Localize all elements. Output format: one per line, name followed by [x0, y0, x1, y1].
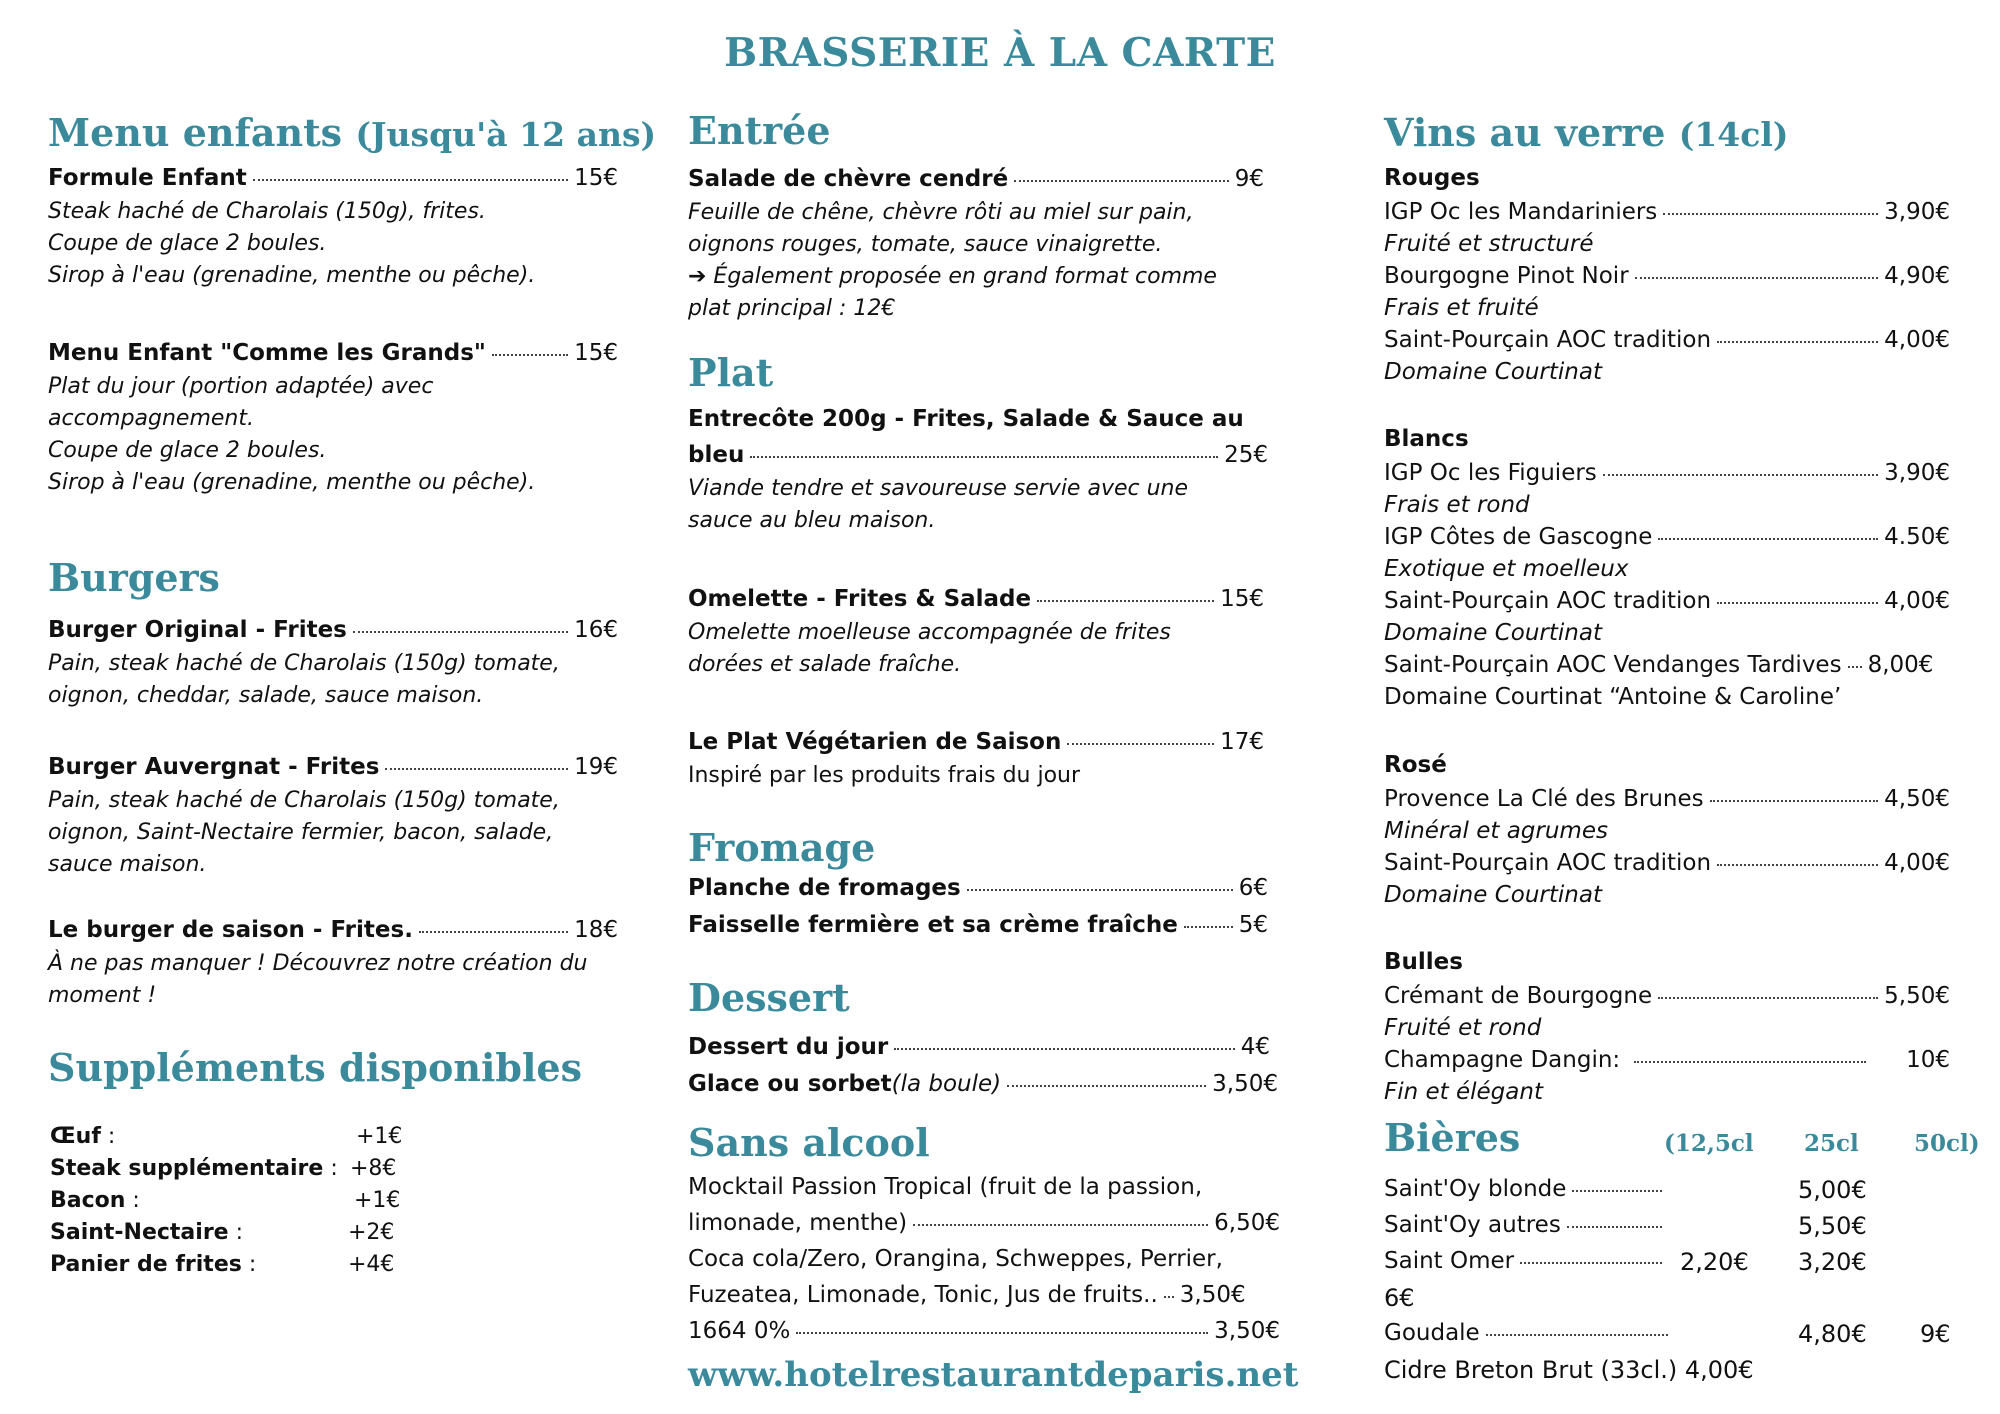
- bieres-heading: Bières: [1384, 1115, 1521, 1160]
- beer-item: Goudale: [1384, 1320, 1674, 1346]
- beer-price: 5,50€: [1798, 1212, 1867, 1240]
- supplements-heading: Suppléments disponibles: [48, 1045, 582, 1090]
- item-description: Pain, steak haché de Charolais (150g) tomate, oignon, Saint-Nectaire fermier, bacon, salade, sauce maison.: [48, 788, 560, 877]
- entree-heading: Entrée: [688, 108, 831, 153]
- item-description: Viande tendre et savoureuse servie avec une sauce au bleu maison.: [688, 476, 1189, 533]
- beer-price: 9€: [1920, 1320, 1951, 1348]
- wine-item: IGP Oc les Figuiers 3,90€: [1384, 460, 1950, 486]
- supplement-item: Panier de frites :: [50, 1252, 257, 1277]
- wine-note: Frais et fruité: [1384, 295, 1539, 321]
- beer-item: Saint Omer: [1384, 1248, 1668, 1274]
- wine-note: Domaine Courtinat: [1384, 620, 1602, 646]
- drink-line: Mocktail Passion Tropical (fruit de la passion,: [688, 1174, 1203, 1200]
- wine-note: Domaine Courtinat: [1384, 882, 1602, 908]
- menu-item: 1664 0% 3,50€: [688, 1318, 1280, 1344]
- item-description: À ne pas manquer ! Découvrez notre création du moment !: [48, 951, 588, 1008]
- wine-note: Fruité et structuré: [1384, 231, 1594, 257]
- beer-item: Cidre Breton Brut (33cl.) 4,00€: [1384, 1356, 1754, 1384]
- menu-item: Omelette - Frites & Salade 15€: [688, 586, 1264, 612]
- menu-item: Le Plat Végétarien de Saison 17€: [688, 729, 1264, 755]
- menu-item: bleu 25€: [688, 442, 1268, 468]
- beer-price: 3,20€: [1798, 1248, 1867, 1276]
- menu-item: Burger Original - Frites 16€: [48, 617, 618, 643]
- menu-item: Dessert du jour 4€: [688, 1034, 1270, 1060]
- menu-item: Faisselle fermière et sa crème fraîche 5€: [688, 912, 1268, 938]
- wine-item: Bourgogne Pinot Noir 4,90€: [1384, 263, 1950, 289]
- menu-item-name: Entrecôte 200g - Frites, Salade & Sauce au: [688, 406, 1244, 432]
- menu-item: Burger Auvergnat - Frites 19€: [48, 754, 618, 780]
- plat-heading: Plat: [688, 350, 774, 395]
- wine-item: Saint-Pourçain AOC tradition 4,00€: [1384, 327, 1950, 353]
- beer-size-header: 50cl): [1914, 1130, 1980, 1157]
- website-link[interactable]: www.hotelrestaurantdeparis.net: [688, 1355, 1299, 1395]
- wine-item: IGP Côtes de Gascogne 4.50€: [1384, 524, 1950, 550]
- menu-item: Le burger de saison - Frites. 18€: [48, 917, 618, 943]
- wine-category-rouges: Rouges: [1384, 165, 1480, 191]
- vins-heading: Vins au verre (14cl): [1384, 110, 1789, 155]
- item-description: Omelette moelleuse accompagnée de frites dorées et salade fraîche.: [688, 620, 1171, 677]
- supplement-price: +2€: [348, 1220, 395, 1245]
- item-description: Feuille de chêne, chèvre rôti au miel sur pain, oignons rouges, tomate, sauce vinaigrette. ➔ Également proposée en grand format comme plat principal : 12€: [688, 200, 1217, 321]
- supplement-price: +1€: [356, 1124, 403, 1149]
- supplement-price: +8€: [350, 1156, 397, 1181]
- beer-price: 5,00€: [1798, 1176, 1867, 1204]
- item-description: Steak haché de Charolais (150g), frites. Coupe de glace 2 boules. Sirop à l'eau (grenadine, menthe ou pêche).: [48, 199, 536, 288]
- wine-item: Provence La Clé des Brunes 4,50€: [1384, 786, 1950, 812]
- beer-price: 6€: [1384, 1284, 1415, 1312]
- wine-item: Crémant de Bourgogne 5,50€: [1384, 983, 1950, 1009]
- wine-note: Exotique et moelleux: [1384, 556, 1629, 582]
- beer-item: Saint'Oy autres: [1384, 1212, 1668, 1238]
- supplement-price: +4€: [348, 1252, 395, 1277]
- wine-note: Frais et rond: [1384, 492, 1530, 518]
- menu-item: Menu Enfant "Comme les Grands" 15€: [48, 340, 618, 366]
- supplement-price: +1€: [354, 1188, 401, 1213]
- wine-note: Minéral et agrumes: [1384, 818, 1608, 844]
- menu-item: Salade de chèvre cendré 9€: [688, 166, 1264, 192]
- menu-item: Formule Enfant 15€: [48, 165, 618, 191]
- wine-category-bulles: Bulles: [1384, 949, 1463, 975]
- beer-size-header: 25cl: [1804, 1130, 1859, 1157]
- wine-item: Saint-Pourçain AOC tradition 4,00€: [1384, 588, 1950, 614]
- wine-item: Saint-Pourçain AOC Vendanges Tardives 8,00€: [1384, 652, 1934, 678]
- menu-item: limonade, menthe) 6,50€: [688, 1210, 1280, 1236]
- supplement-item: Saint-Nectaire :: [50, 1220, 243, 1245]
- wine-note: Fruité et rond: [1384, 1015, 1542, 1041]
- menu-item: Fuzeatea, Limonade, Tonic, Jus de fruits.. 3,50€: [688, 1282, 1246, 1308]
- beer-size-header: (12,5cl: [1664, 1130, 1754, 1157]
- wine-note: Fin et élégant: [1384, 1079, 1543, 1105]
- wine-category-rose: Rosé: [1384, 752, 1447, 778]
- wine-note: Domaine Courtinat “Antoine & Caroline’: [1384, 684, 1842, 710]
- sans-alcool-heading: Sans alcool: [688, 1120, 930, 1165]
- supplement-item: Œuf :: [50, 1124, 116, 1149]
- menu-item: Glace ou sorbet (la boule) 3,50€: [688, 1071, 1278, 1097]
- beer-price: 4,80€: [1798, 1320, 1867, 1348]
- item-description: Inspiré par les produits frais du jour: [688, 763, 1081, 788]
- supplement-item: Bacon :: [50, 1188, 140, 1213]
- wine-item: Saint-Pourçain AOC tradition 4,00€: [1384, 850, 1950, 876]
- burgers-heading: Burgers: [48, 555, 220, 600]
- beer-price: 2,20€: [1680, 1248, 1749, 1276]
- wine-note: Domaine Courtinat: [1384, 359, 1602, 385]
- wine-item: IGP Oc les Mandariniers 3,90€: [1384, 199, 1950, 225]
- fromage-heading: Fromage: [688, 825, 876, 870]
- supplement-item: Steak supplémentaire :: [50, 1156, 338, 1181]
- drink-line: Coca cola/Zero, Orangina, Schweppes, Perrier,: [688, 1246, 1223, 1272]
- item-description: Pain, steak haché de Charolais (150g) tomate, oignon, cheddar, salade, sauce maison.: [48, 651, 560, 708]
- beer-item: Saint'Oy blonde: [1384, 1176, 1668, 1202]
- dessert-heading: Dessert: [688, 975, 850, 1020]
- wine-item: Champagne Dangin: 10€: [1384, 1047, 1950, 1073]
- page-title: BRASSERIE À LA CARTE: [724, 30, 1276, 76]
- item-description: Plat du jour (portion adaptée) avec accompagnement. Coupe de glace 2 boules. Sirop à l'eau (grenadine, menthe ou pêche).: [48, 374, 536, 495]
- menu-item: Planche de fromages 6€: [688, 875, 1268, 901]
- kids-heading: Menu enfants (Jusqu'à 12 ans): [48, 110, 657, 155]
- wine-category-blancs: Blancs: [1384, 426, 1469, 452]
